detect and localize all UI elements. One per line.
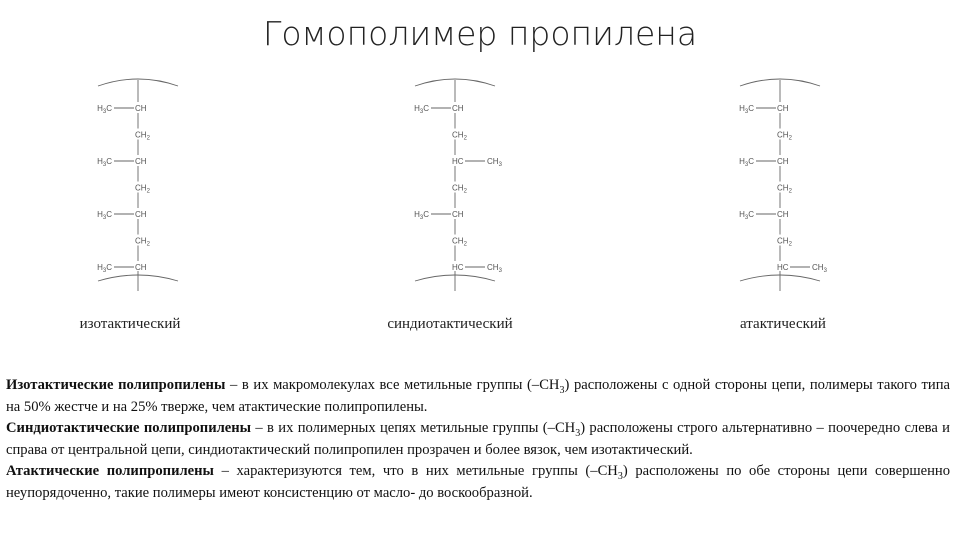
chain-atom-label: $CH_2$ xyxy=(452,236,467,248)
methyl-label-right: $CH_3$ xyxy=(812,263,827,274)
methyl-label-left: $H_3C$ xyxy=(414,210,429,221)
chain-atom-label: $CH_2$ xyxy=(135,183,150,195)
atactic-structure xyxy=(700,74,860,294)
chain-atom-label: CH xyxy=(135,104,147,113)
syndiotactic-caption: синдиотактический xyxy=(387,316,513,332)
methyl-label-left: $H_3C$ xyxy=(97,263,112,274)
methyl-label-right: $CH_3$ xyxy=(487,263,502,274)
chain-atom-label: $CH_2$ xyxy=(452,130,467,142)
chain-atom-label: HC xyxy=(777,263,789,272)
syndiotactic-term: Синдиотактические полипропилены xyxy=(6,420,252,436)
chain-atom-label: CH xyxy=(135,210,147,219)
chain-atom-label: $CH_2$ xyxy=(777,130,792,142)
methyl-label-left: $H_3C$ xyxy=(739,157,754,168)
chain-atom-label: HC xyxy=(452,263,464,272)
chain-atom-label: CH xyxy=(452,210,464,219)
methyl-label-left: $H_3C$ xyxy=(97,210,112,221)
methyl-label-left: $H_3C$ xyxy=(739,210,754,221)
isotactic-description: Изотактические полипропилены – в их макромолекулах все метильные группы $(-CH_3)$ расположены с одной стороны цепи, полимеры такого типа на 50% жестче и на 25% тверже, чем атактические полипропилены. xyxy=(6,377,951,415)
chain-atom-label: $CH_2$ xyxy=(135,130,150,142)
chain-atom-label: CH xyxy=(135,157,147,166)
chain-atom-label: HC xyxy=(452,157,464,166)
slide-title: Гомополимер пропилена xyxy=(262,14,698,53)
atactic-caption: атактический xyxy=(740,316,826,332)
chain-atom-label: CH xyxy=(135,263,147,272)
chain-atom-label: $CH_2$ xyxy=(777,183,792,195)
chain-atom-label: $CH_2$ xyxy=(452,183,467,195)
methyl-label-left: $H_3C$ xyxy=(739,104,754,115)
isotactic-structure xyxy=(58,74,218,294)
syndiotactic-structure xyxy=(375,74,535,294)
isotactic-caption: изотактический xyxy=(79,316,181,332)
methyl-label-right: $CH_3$ xyxy=(487,157,502,168)
atactic-chain-diagram xyxy=(700,74,860,294)
chain-atom-label: CH xyxy=(777,104,789,113)
syndiotactic-chain-diagram xyxy=(375,74,535,294)
chain-atom-label: CH xyxy=(452,104,464,113)
atactic-description: Атактические полипропилены – характеризуются тем, что в них метильные группы $(-CH_3)$ расположены по обе стороны цепи совершенно неупорядоченно, такие полимеры имеют консистенцию от масло- до воскообразной. xyxy=(6,463,950,501)
isotactic-term: Изотактические полипропилены xyxy=(6,377,226,393)
methyl-label-left: $H_3C$ xyxy=(97,104,112,115)
atactic-term: Атактические полипропилены xyxy=(6,463,214,479)
chain-atom-label: $CH_2$ xyxy=(135,236,150,248)
methyl-label-left: $H_3C$ xyxy=(97,157,112,168)
syndiotactic-description: Синдиотактические полипропилены – в их полимерных цепях метильные группы $(-CH_3)$ расположены строго альтернативно – поочередно слева и справа от центральной цепи, синдиотактический полипропилен прозрачен и более вязок, чем изотактический. xyxy=(6,420,950,458)
chain-atom-label: CH xyxy=(777,210,789,219)
chain-atom-label: $CH_2$ xyxy=(777,236,792,248)
isotactic-chain-diagram xyxy=(58,74,218,294)
description-text xyxy=(6,375,950,504)
methyl-label-left: $H_3C$ xyxy=(414,104,429,115)
chain-atom-label: CH xyxy=(777,157,789,166)
